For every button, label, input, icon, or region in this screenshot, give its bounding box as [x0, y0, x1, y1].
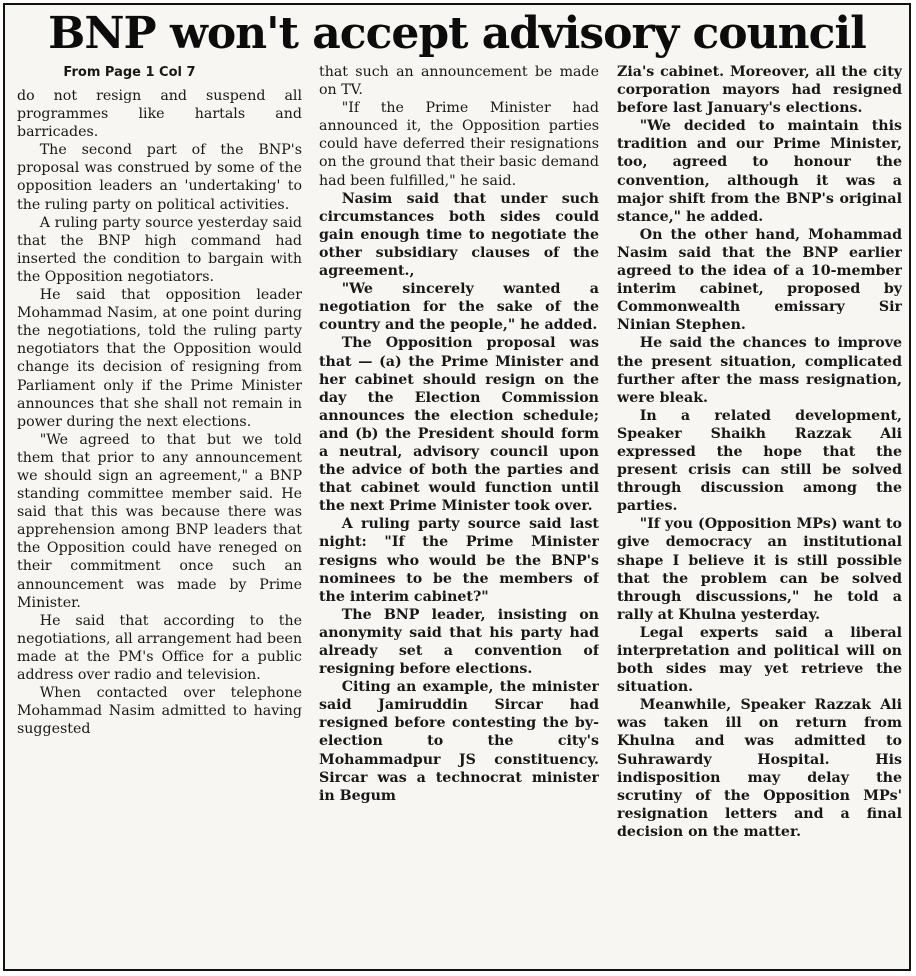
- paragraph: "We sincerely wanted a negotiation for the sake of the country and the people," he added.: [319, 281, 599, 334]
- paragraph: Nasim said that under such circumstances both sides could gain enough time to negotiate the other subsidiary clauses of the agreement.,: [319, 190, 599, 280]
- headline: BNP won't accept advisory council: [48, 8, 866, 59]
- paragraph: When contacted over telephone Mohammad Nasim admitted to having suggested: [17, 685, 302, 738]
- paragraph: Legal experts said a liberal interpretation and political will on both sides may yet retrieve the situation.: [617, 624, 902, 696]
- paragraph: "We decided to maintain this tradition and our Prime Minister, too, agreed to honour the convention, although it was a major shift from the BNP's original stance," he added.: [617, 118, 902, 225]
- paragraph: Zia's cabinet. Moreover, all the city corporation mayors had resigned before last January's elections.: [617, 64, 902, 117]
- paragraph: The second part of the BNP's proposal was construed by some of the opposition leaders an 'undertaking' to the ruling party on political activities.: [17, 142, 302, 213]
- newspaper-clipping: [3, 3, 911, 971]
- article-column-3: [617, 63, 902, 969]
- article-column-2: [319, 63, 599, 969]
- paragraph: He said the chances to improve the present situation, complicated further after the mass resignation, were bleak.: [617, 335, 902, 406]
- paragraph: that such an announcement be made on TV.: [319, 64, 599, 99]
- paragraph: In a related development, Speaker Shaikh Razzak Ali expressed the hope that the present crisis can still be solved through discussion among the parties.: [617, 407, 902, 515]
- paragraph: The BNP leader, insisting on anonymity said that his party had already set a convention of resigning before elections.: [319, 606, 599, 678]
- paragraph: "If you (Opposition MPs) want to give democracy an institutional shape I believe it is still possible that the problem can be solved through discussions," he told a rally at Khulna yesterday.: [617, 516, 902, 623]
- paragraph: The Opposition proposal was that — (a) the Prime Minister and her cabinet should resign on the day the Election Commission announces the election schedule; and (b) the President should form a neutral, advisory council upon the advice of both the parties and that cabinet would function until the next Prime Minister took over.: [319, 335, 599, 515]
- paragraph: do not resign and suspend all programmes like hartals and barricades.: [17, 88, 302, 141]
- article-column-1: [17, 63, 302, 969]
- paragraph: A ruling party source yesterday said that the BNP high command had inserted the condition to bargain with the Opposition negotiators.: [17, 214, 302, 285]
- paragraph: A ruling party source said last night: "If the Prime Minister resigns who would be the BNP's nominees to be the members of the interim cabinet?": [319, 516, 599, 605]
- jump-line: From Page 1 Col 7: [63, 65, 196, 80]
- paragraph: He said that according to the negotiations, all arrangement had been made at the PM's Office for a public address over radio and television.: [17, 612, 302, 683]
- paragraph: "If the Prime Minister had announced it, the Opposition parties could have deferred their resignations on the ground that their basic demand had been fulfilled," he said.: [319, 100, 599, 189]
- paragraph: "We agreed to that but we told them that prior to any announcement we should sign an agreement," a BNP standing committee member said. He said that this was because there was apprehension among BNP leaders that the Opposition could have reneged on their commitment once such an announcement was made by Prime Minister.: [17, 431, 302, 611]
- paragraph: On the other hand, Mohammad Nasim said that the BNP earlier agreed to the idea of a 10-member interim cabinet, proposed by Commonwealth emissary Sir Ninian Stephen.: [617, 226, 902, 334]
- paragraph: Meanwhile, Speaker Razzak Ali was taken ill on return from Khulna and was admitted to Suhrawardy Hospital. His indisposition may delay the scrutiny of the Opposition MPs' resignation letters and a final decision on the matter.: [617, 697, 902, 840]
- paragraph: He said that opposition leader Mohammad Nasim, at one point during the negotiations, told the ruling party negotiators that the Opposition would change its decision of resigning from Parliament only if the Prime Minister announces that she shall not remain in power during the next elections.: [17, 287, 302, 430]
- paragraph: Citing an example, the minister said Jamiruddin Sircar had resigned before contesting the by-election to the city's Mohammadpur JS constituency. Sircar was a technocrat minister in Begum: [319, 679, 599, 804]
